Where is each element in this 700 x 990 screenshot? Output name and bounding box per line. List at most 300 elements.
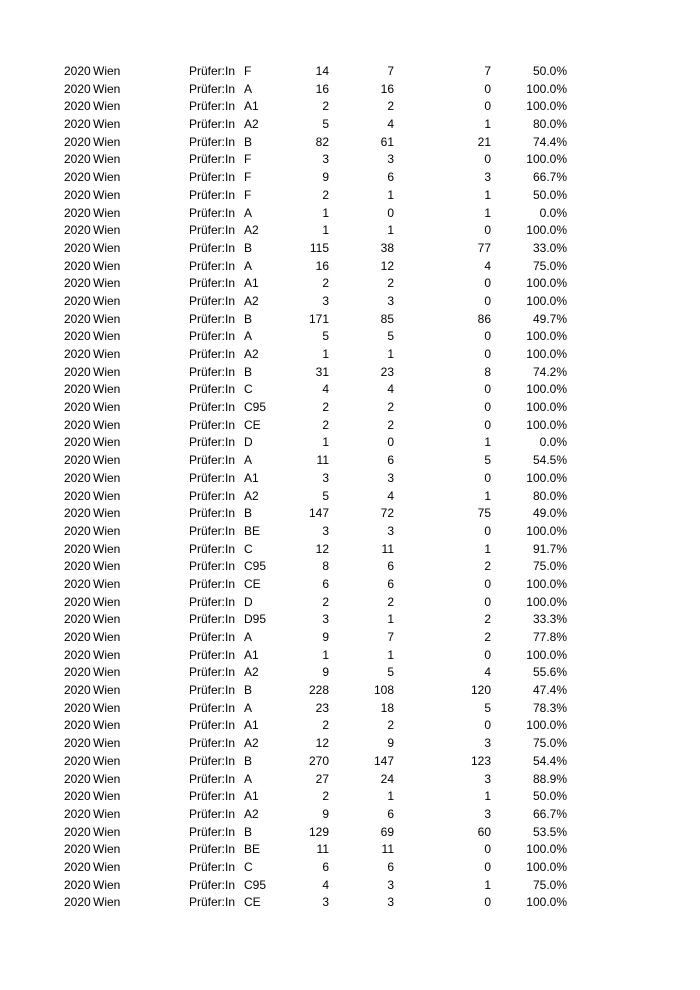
role-cell: Prüfer:In — [189, 647, 236, 662]
license-class-cell: A2 — [244, 347, 259, 361]
table-row — [0, 399, 700, 417]
license-class-cell: F — [244, 64, 252, 78]
pass-rate-cell: 75.0% — [532, 559, 567, 574]
role-cell: Prüfer:In — [189, 329, 236, 344]
table-row — [0, 806, 700, 824]
passed-count-cell: 38 — [380, 240, 394, 255]
pass-rate-cell: 49.7% — [532, 311, 567, 326]
city-cell: Wien — [93, 364, 121, 379]
city-cell: Wien — [93, 683, 121, 698]
license-class-cell: CE — [244, 417, 261, 432]
pass-rate-cell: 91.7% — [532, 541, 567, 556]
failed-count-cell: 0 — [484, 576, 491, 591]
role-cell: Prüfer:In — [189, 895, 236, 910]
table-row — [0, 63, 700, 81]
license-class-cell: B — [244, 134, 253, 149]
pass-rate-cell: 100.0% — [526, 223, 567, 238]
table-row — [0, 824, 700, 842]
table-row — [0, 859, 700, 877]
failed-count-cell: 86 — [477, 311, 491, 326]
year-cell: 2020 — [64, 435, 91, 450]
total-count-cell: 115 — [309, 240, 329, 255]
year-cell: 2020 — [64, 488, 91, 503]
failed-count-cell: 75 — [477, 506, 491, 521]
license-class-cell: B — [244, 506, 253, 521]
year-cell: 2020 — [64, 400, 91, 415]
total-count-cell: 82 — [315, 134, 329, 149]
table-row — [0, 470, 700, 488]
passed-count-cell: 72 — [380, 506, 394, 521]
license-class-cell: BE — [244, 842, 261, 857]
passed-count-cell: 24 — [380, 771, 394, 786]
year-cell: 2020 — [64, 417, 91, 432]
city-cell: Wien — [93, 293, 121, 308]
year-cell: 2020 — [64, 81, 91, 96]
role-cell: Prüfer:In — [189, 700, 236, 715]
failed-count-cell: 1 — [484, 117, 491, 132]
role-cell: Prüfer:In — [189, 435, 236, 450]
year-cell: 2020 — [64, 806, 91, 821]
city-cell: Wien — [93, 877, 121, 892]
total-count-cell: 16 — [315, 258, 329, 273]
year-cell: 2020 — [64, 523, 91, 538]
passed-count-cell: 23 — [380, 364, 394, 379]
pass-rate-cell: 53.5% — [532, 824, 567, 839]
passed-count-cell: 1 — [387, 223, 394, 238]
year-cell: 2020 — [64, 559, 91, 574]
passed-count-cell: 0 — [387, 205, 394, 220]
passed-count-cell: 11 — [381, 541, 394, 556]
total-count-cell: 1 — [322, 647, 329, 662]
year-cell: 2020 — [64, 576, 91, 591]
year-cell: 2020 — [64, 276, 91, 291]
pass-rate-cell: 100.0% — [526, 276, 567, 291]
total-count-cell: 2 — [322, 187, 329, 202]
city-cell: Wien — [93, 170, 121, 185]
year-cell: 2020 — [64, 364, 91, 379]
total-count-cell: 171 — [308, 311, 329, 326]
license-class-cell: A — [244, 258, 253, 273]
failed-count-cell: 3 — [484, 736, 491, 751]
failed-count-cell: 4 — [484, 665, 491, 680]
table-row — [0, 328, 700, 346]
pass-rate-cell: 75.0% — [532, 736, 567, 751]
pass-rate-cell: 78.3% — [532, 700, 567, 715]
license-class-cell: A — [244, 453, 253, 468]
city-cell: Wien — [93, 736, 121, 751]
failed-count-cell: 8 — [484, 364, 491, 379]
year-cell: 2020 — [64, 152, 91, 167]
pass-rate-cell: 80.0% — [532, 117, 567, 132]
role-cell: Prüfer:In — [189, 594, 236, 609]
pass-rate-cell: 100.0% — [526, 293, 567, 308]
year-cell: 2020 — [64, 612, 91, 627]
passed-count-cell: 18 — [380, 700, 394, 715]
table-row — [0, 275, 700, 293]
role-cell: Prüfer:In — [189, 258, 236, 273]
pass-rate-cell: 100.0% — [526, 576, 567, 591]
role-cell: Prüfer:In — [189, 771, 236, 786]
failed-count-cell: 0 — [484, 523, 491, 538]
passed-count-cell: 1 — [387, 187, 394, 202]
role-cell: Prüfer:In — [189, 187, 236, 202]
table-row — [0, 81, 700, 99]
city-cell: Wien — [93, 718, 121, 733]
license-class-cell: A — [244, 700, 253, 715]
table-row — [0, 381, 700, 399]
failed-count-cell: 1 — [484, 541, 491, 556]
role-cell: Prüfer:In — [189, 470, 236, 485]
role-cell: Prüfer:In — [189, 612, 236, 627]
pass-rate-cell: 50.0% — [532, 187, 567, 202]
pass-rate-cell: 100.0% — [526, 718, 567, 733]
city-cell: Wien — [93, 117, 121, 132]
failed-count-cell: 2 — [484, 559, 491, 574]
role-cell: Prüfer:In — [189, 64, 236, 78]
city-cell: Wien — [93, 276, 121, 291]
failed-count-cell: 0 — [484, 842, 491, 857]
table-row — [0, 169, 700, 187]
pass-rate-cell: 50.0% — [532, 789, 567, 804]
passed-count-cell: 4 — [387, 488, 394, 503]
license-class-cell: A2 — [244, 117, 259, 132]
pass-rate-cell: 100.0% — [526, 417, 567, 432]
table-row — [0, 788, 700, 806]
pass-rate-cell: 100.0% — [526, 594, 567, 609]
city-cell: Wien — [93, 665, 121, 680]
role-cell: Prüfer:In — [189, 753, 236, 768]
passed-count-cell: 147 — [373, 753, 394, 768]
failed-count-cell: 0 — [484, 223, 491, 238]
passed-count-cell: 5 — [387, 329, 394, 344]
failed-count-cell: 5 — [484, 453, 491, 468]
table-row — [0, 116, 700, 134]
city-cell: Wien — [93, 895, 121, 910]
pass-rate-cell: 100.0% — [526, 382, 567, 397]
table-row — [0, 311, 700, 329]
license-class-cell: F — [244, 152, 252, 167]
total-count-cell: 11 — [316, 842, 329, 857]
year-cell: 2020 — [64, 99, 91, 114]
table-row — [0, 364, 700, 382]
year-cell: 2020 — [64, 347, 91, 361]
failed-count-cell: 3 — [484, 806, 491, 821]
pass-rate-cell: 88.9% — [532, 771, 567, 786]
passed-count-cell: 2 — [387, 417, 394, 432]
pass-rate-cell: 100.0% — [526, 647, 567, 662]
role-cell: Prüfer:In — [189, 541, 236, 556]
year-cell: 2020 — [64, 895, 91, 910]
pass-rate-cell: 0.0% — [539, 435, 567, 450]
role-cell: Prüfer:In — [189, 789, 236, 804]
passed-count-cell: 3 — [387, 470, 394, 485]
license-class-cell: CE — [244, 895, 261, 910]
table-row — [0, 753, 700, 771]
passed-count-cell: 7 — [387, 64, 394, 78]
passed-count-cell: 0 — [387, 435, 394, 450]
failed-count-cell: 3 — [484, 771, 491, 786]
year-cell: 2020 — [64, 187, 91, 202]
license-class-cell: C95 — [244, 559, 267, 574]
passed-count-cell: 12 — [380, 258, 394, 273]
year-cell: 2020 — [64, 789, 91, 804]
total-count-cell: 3 — [322, 152, 329, 167]
total-count-cell: 5 — [322, 117, 329, 132]
license-class-cell: A2 — [244, 293, 259, 308]
table-row — [0, 664, 700, 682]
passed-count-cell: 1 — [387, 347, 394, 361]
total-count-cell: 2 — [322, 789, 329, 804]
city-cell: Wien — [93, 382, 121, 397]
passed-count-cell: 4 — [387, 382, 394, 397]
table-row — [0, 346, 700, 364]
role-cell: Prüfer:In — [189, 718, 236, 733]
passed-count-cell: 1 — [387, 647, 394, 662]
table-row — [0, 488, 700, 506]
failed-count-cell: 0 — [484, 81, 491, 96]
pass-rate-cell: 33.0% — [532, 240, 567, 255]
city-cell: Wien — [93, 240, 121, 255]
year-cell: 2020 — [64, 293, 91, 308]
city-cell: Wien — [93, 806, 121, 821]
license-class-cell: B — [244, 753, 253, 768]
license-class-cell: A2 — [244, 736, 259, 751]
pass-rate-cell: 47.4% — [532, 683, 567, 698]
year-cell: 2020 — [64, 311, 91, 326]
pass-rate-cell: 100.0% — [526, 152, 567, 167]
role-cell: Prüfer:In — [189, 736, 236, 751]
table-row — [0, 647, 700, 665]
license-class-cell: D — [244, 435, 253, 450]
total-count-cell: 8 — [322, 559, 329, 574]
license-class-cell: C95 — [244, 400, 267, 415]
city-cell: Wien — [93, 470, 121, 485]
year-cell: 2020 — [64, 117, 91, 132]
year-cell: 2020 — [64, 506, 91, 521]
table-row — [0, 134, 700, 152]
table-row — [0, 98, 700, 116]
city-cell: Wien — [93, 647, 121, 662]
total-count-cell: 2 — [322, 718, 329, 733]
table-row — [0, 151, 700, 169]
role-cell: Prüfer:In — [189, 824, 236, 839]
city-cell: Wien — [93, 630, 121, 644]
city-cell: Wien — [93, 506, 121, 521]
failed-count-cell: 1 — [484, 187, 491, 202]
passed-count-cell: 2 — [387, 99, 394, 114]
city-cell: Wien — [93, 205, 121, 220]
city-cell: Wien — [93, 594, 121, 609]
total-count-cell: 27 — [315, 771, 329, 786]
failed-count-cell: 0 — [484, 99, 491, 114]
total-count-cell: 1 — [322, 205, 329, 220]
city-cell: Wien — [93, 541, 121, 556]
total-count-cell: 5 — [322, 488, 329, 503]
pass-rate-cell: 33.3% — [532, 612, 567, 627]
license-class-cell: A — [244, 329, 253, 344]
role-cell: Prüfer:In — [189, 488, 236, 503]
failed-count-cell: 0 — [484, 718, 491, 733]
role-cell: Prüfer:In — [189, 842, 236, 857]
city-cell: Wien — [93, 347, 121, 361]
total-count-cell: 5 — [322, 329, 329, 344]
total-count-cell: 129 — [308, 824, 329, 839]
year-cell: 2020 — [64, 665, 91, 680]
table-row — [0, 771, 700, 789]
role-cell: Prüfer:In — [189, 276, 236, 291]
year-cell: 2020 — [64, 630, 91, 644]
license-class-cell: D95 — [244, 612, 267, 627]
passed-count-cell: 2 — [387, 400, 394, 415]
total-count-cell: 31 — [315, 364, 329, 379]
table-row — [0, 258, 700, 276]
license-class-cell: A1 — [244, 276, 259, 291]
failed-count-cell: 0 — [484, 647, 491, 662]
license-class-cell: C — [244, 541, 253, 556]
total-count-cell: 2 — [322, 99, 329, 114]
total-count-cell: 3 — [322, 895, 329, 910]
city-cell: Wien — [93, 152, 121, 167]
passed-count-cell: 6 — [387, 806, 394, 821]
failed-count-cell: 1 — [484, 877, 491, 892]
year-cell: 2020 — [64, 859, 91, 874]
table-row — [0, 594, 700, 612]
city-cell: Wien — [93, 99, 121, 114]
failed-count-cell: 60 — [477, 824, 491, 839]
role-cell: Prüfer:In — [189, 99, 236, 114]
role-cell: Prüfer:In — [189, 170, 236, 185]
year-cell: 2020 — [64, 382, 91, 397]
role-cell: Prüfer:In — [189, 347, 236, 361]
pass-rate-cell: 49.0% — [532, 506, 567, 521]
total-count-cell: 3 — [322, 293, 329, 308]
role-cell: Prüfer:In — [189, 400, 236, 415]
city-cell: Wien — [93, 400, 121, 415]
passed-count-cell: 2 — [387, 718, 394, 733]
failed-count-cell: 21 — [477, 134, 491, 149]
table-row — [0, 841, 700, 859]
role-cell: Prüfer:In — [189, 523, 236, 538]
role-cell: Prüfer:In — [189, 453, 236, 468]
passed-count-cell: 4 — [387, 117, 394, 132]
table-row — [0, 434, 700, 452]
total-count-cell: 2 — [322, 594, 329, 609]
year-cell: 2020 — [64, 453, 91, 468]
pass-rate-cell: 75.0% — [532, 877, 567, 892]
pass-rate-cell: 74.2% — [532, 364, 567, 379]
license-class-cell: A1 — [244, 470, 259, 485]
passed-count-cell: 6 — [387, 453, 394, 468]
role-cell: Prüfer:In — [189, 240, 236, 255]
pass-rate-cell: 75.0% — [532, 258, 567, 273]
city-cell: Wien — [93, 559, 121, 574]
city-cell: Wien — [93, 311, 121, 326]
total-count-cell: 4 — [322, 382, 329, 397]
table-row — [0, 222, 700, 240]
pass-rate-cell: 100.0% — [526, 895, 567, 910]
failed-count-cell: 2 — [484, 612, 491, 627]
failed-count-cell: 1 — [484, 488, 491, 503]
failed-count-cell: 3 — [484, 170, 491, 185]
total-count-cell: 1 — [322, 223, 329, 238]
passed-count-cell: 7 — [387, 630, 394, 644]
role-cell: Prüfer:In — [189, 506, 236, 521]
total-count-cell: 1 — [322, 347, 329, 361]
role-cell: Prüfer:In — [189, 859, 236, 874]
table-row — [0, 877, 700, 895]
city-cell: Wien — [93, 576, 121, 591]
table-row — [0, 240, 700, 258]
city-cell: Wien — [93, 753, 121, 768]
city-cell: Wien — [93, 859, 121, 874]
city-cell: Wien — [93, 417, 121, 432]
pass-rate-cell: 80.0% — [532, 488, 567, 503]
pass-rate-cell: 100.0% — [526, 859, 567, 874]
license-class-cell: C — [244, 859, 253, 874]
license-class-cell: A — [244, 630, 253, 644]
role-cell: Prüfer:In — [189, 382, 236, 397]
failed-count-cell: 0 — [484, 417, 491, 432]
license-class-cell: A2 — [244, 806, 259, 821]
failed-count-cell: 0 — [484, 276, 491, 291]
license-class-cell: A2 — [244, 223, 259, 238]
total-count-cell: 9 — [322, 665, 329, 680]
year-cell: 2020 — [64, 700, 91, 715]
passed-count-cell: 9 — [387, 736, 394, 751]
license-class-cell: CE — [244, 576, 261, 591]
passed-count-cell: 6 — [387, 559, 394, 574]
year-cell: 2020 — [64, 877, 91, 892]
city-cell: Wien — [93, 435, 121, 450]
failed-count-cell: 0 — [484, 400, 491, 415]
license-class-cell: F — [244, 170, 252, 185]
failed-count-cell: 7 — [484, 64, 491, 78]
city-cell: Wien — [93, 523, 121, 538]
passed-count-cell: 108 — [373, 683, 394, 698]
pass-rate-cell: 50.0% — [532, 64, 567, 78]
data-table — [0, 63, 700, 912]
passed-count-cell: 2 — [387, 276, 394, 291]
failed-count-cell: 1 — [484, 205, 491, 220]
year-cell: 2020 — [64, 771, 91, 786]
failed-count-cell: 123 — [470, 753, 491, 768]
license-class-cell: B — [244, 240, 253, 255]
total-count-cell: 16 — [315, 81, 329, 96]
year-cell: 2020 — [64, 134, 91, 149]
failed-count-cell: 77 — [477, 240, 491, 255]
license-class-cell: B — [244, 824, 253, 839]
year-cell: 2020 — [64, 683, 91, 698]
year-cell: 2020 — [64, 329, 91, 344]
passed-count-cell: 6 — [387, 170, 394, 185]
total-count-cell: 228 — [308, 683, 329, 698]
license-class-cell: B — [244, 311, 253, 326]
failed-count-cell: 0 — [484, 152, 491, 167]
city-cell: Wien — [93, 134, 121, 149]
role-cell: Prüfer:In — [189, 134, 236, 149]
pass-rate-cell: 54.5% — [532, 453, 567, 468]
year-cell: 2020 — [64, 647, 91, 662]
total-count-cell: 11 — [316, 453, 329, 468]
license-class-cell: A2 — [244, 665, 259, 680]
pass-rate-cell: 66.7% — [532, 806, 567, 821]
pass-rate-cell: 74.4% — [532, 134, 567, 149]
passed-count-cell: 3 — [387, 152, 394, 167]
total-count-cell: 9 — [322, 170, 329, 185]
table-row — [0, 293, 700, 311]
license-class-cell: A — [244, 771, 253, 786]
total-count-cell: 14 — [315, 64, 329, 78]
